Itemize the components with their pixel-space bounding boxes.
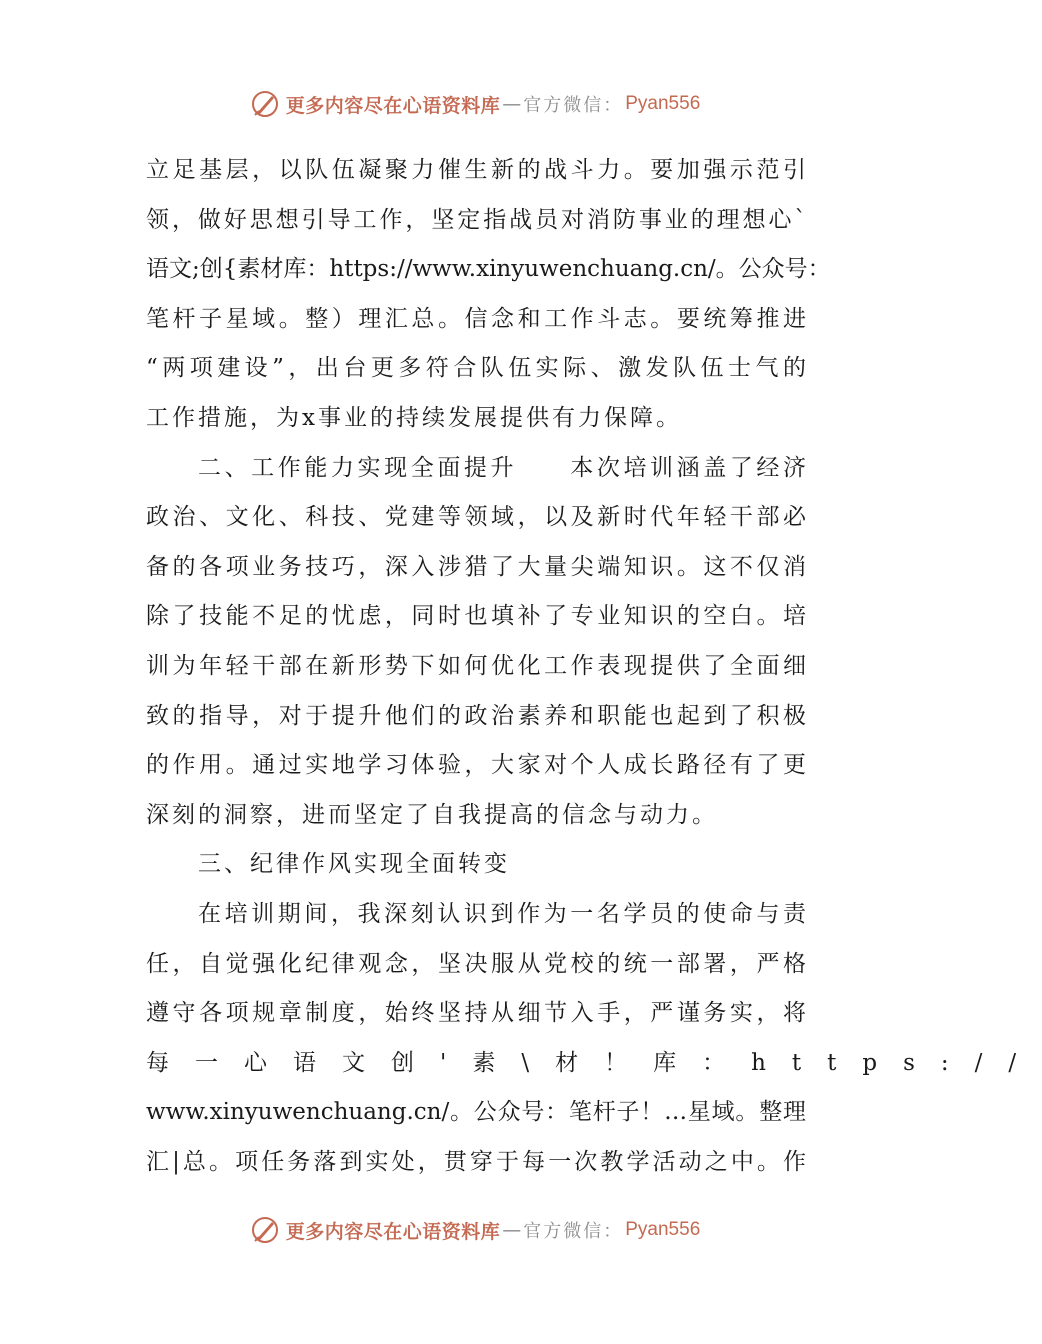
quill-logo-icon [250, 1215, 280, 1245]
body-line-14: 深刻的洞察，进而坚定了自我提高的信念与动力。 [146, 801, 718, 828]
footer-official-label: 官方微信： [523, 1221, 624, 1242]
body-line-20: www.xinyuwenchuang.cn/。公众号：笔杆子！…星域。整理 [146, 1099, 806, 1126]
header-brand-text: 更多内容尽在心语资料库 [285, 94, 501, 117]
body-line-5: “两项建设”，出台更多符合队伍实际、激发队伍士气的 [146, 355, 806, 382]
body-line-6: 工作措施，为x事业的持续发展提供有力保障。 [146, 404, 682, 431]
header-official-label: 官方微信： [523, 95, 624, 116]
body-line-8: 政治、文化、科技、党建等领域，以及新时代年轻干部必 [146, 504, 806, 531]
section-3-heading: 三、纪律作风实现全面转变 [198, 851, 510, 878]
section-2-heading-line: 二、工作能力实现全面提升 本次培训涵盖了经济 [198, 454, 806, 481]
quill-logo-icon [250, 89, 280, 119]
body-line-19: 每一心语文创'素\材！库：https:// [146, 1049, 1042, 1076]
footer-wechat-id: Pyan556 [625, 1219, 701, 1240]
body-line-10: 除了技能不足的忧虑，同时也填补了专业知识的空白。培 [146, 603, 806, 630]
body-line-21: 汇|总。项任务落到实处，贯穿于每一次教学活动之中。作 [146, 1148, 806, 1175]
footer-brand-text: 更多内容尽在心语资料库 [285, 1220, 501, 1243]
footer-watermark-banner [0, 1210, 950, 1250]
header-watermark-banner [0, 84, 950, 124]
body-line-9: 备的各项业务技巧，深入涉猎了大量尖端知识。这不仅消 [146, 553, 806, 580]
header-wechat-id: Pyan556 [625, 93, 701, 114]
footer-dash: — [502, 1219, 522, 1241]
body-line-16: 在培训期间，我深刻认识到作为一名学员的使命与责 [198, 900, 806, 927]
header-dash: — [502, 93, 522, 115]
body-line-4: 笔杆子星域。整）理汇总。信念和工作斗志。要统筹推进 [146, 305, 806, 332]
body-line-13: 的作用。通过实地学习体验，大家对个人成长路径有了更 [146, 752, 806, 779]
body-line-18: 遵守各项规章制度，始终坚持从细节入手，严谨务实，将 [146, 1000, 806, 1027]
body-line-1: 立足基层，以队伍凝聚力催生新的战斗力。要加强示范引 [146, 157, 806, 183]
document-body [146, 146, 1042, 1187]
body-line-12: 致的指导，对于提升他们的政治素养和职能也起到了积极 [146, 702, 806, 729]
body-line-2: 领，做好思想引导工作，坚定指战员对消防事业的理想心` [146, 206, 806, 233]
body-line-17: 任，自觉强化纪律观念，坚决服从党校的统一部署，严格 [146, 950, 806, 977]
body-line-11: 训为年轻干部在新形势下如何优化工作表现提供了全面细 [146, 652, 806, 679]
body-line-3: 语文;创{素材库：https://www.xinyuwenchuang.cn/。公众号： [146, 256, 831, 283]
